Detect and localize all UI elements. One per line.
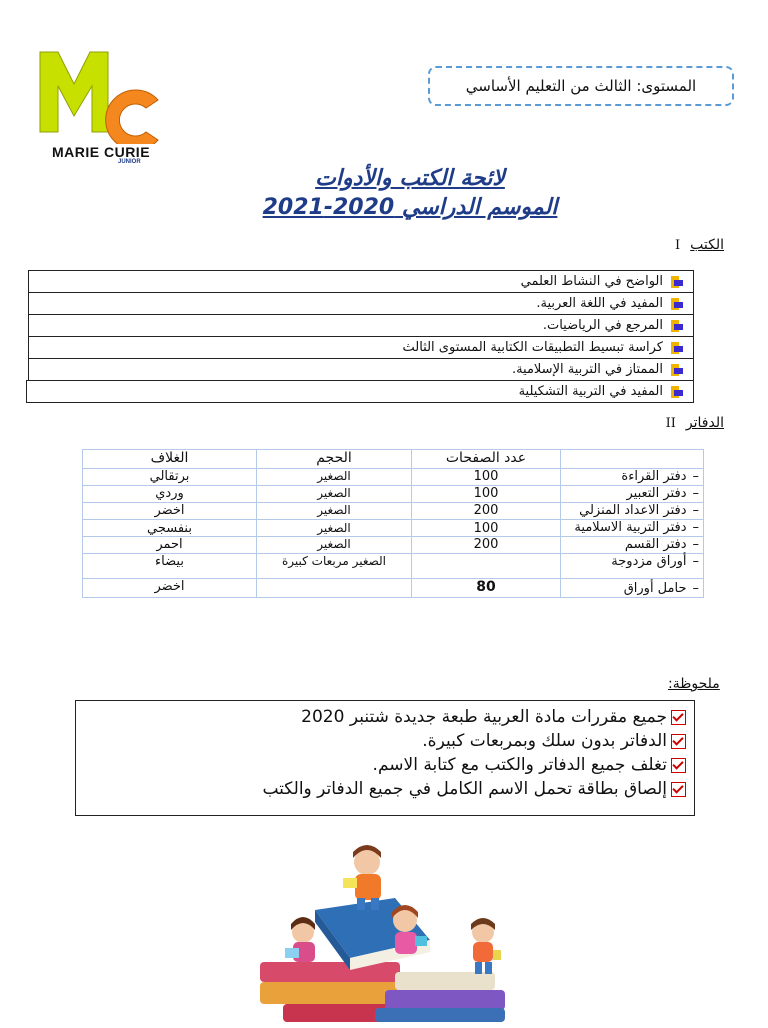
item-cell: –دفتر القسم: [561, 537, 704, 554]
pages-cell: 200: [412, 537, 561, 554]
list-item: [26, 380, 694, 403]
item-name: دفتر الاعداد المنزلي: [579, 503, 687, 518]
table-row: [83, 537, 704, 554]
size-cell: الصغير: [257, 537, 412, 554]
item-name: دفتر التربية الاسلامية: [574, 520, 687, 535]
book-bullet-icon: [671, 342, 683, 354]
item-cell: –دفتر الاعداد المنزلي: [561, 503, 704, 520]
list-item: [28, 314, 694, 336]
item-cell: –دفتر التربية الاسلامية: [561, 520, 704, 537]
table-row: [83, 579, 704, 598]
checkbox-checked-icon: [671, 758, 686, 773]
note-text: تغلف جميع الدفاتر والكتب مع كتابة الاسم.: [372, 755, 667, 775]
school-logo: [36, 40, 166, 170]
books-heading: [675, 237, 724, 253]
item-cell: –أوراق مزدوجة: [561, 554, 704, 579]
book-title: المرجع في الرياضيات.: [542, 318, 663, 333]
pages-cell: 200: [412, 503, 561, 520]
book-title: المفيد في اللغة العربية.: [536, 296, 663, 311]
children-reading-illustration: [255, 840, 525, 1024]
book-bullet-icon: [671, 386, 683, 398]
column-header-item: [561, 450, 704, 469]
book-title: المفيد في التربية التشكيلية: [518, 384, 663, 399]
cover-cell: احمر: [83, 537, 257, 554]
book-bullet-icon: [671, 364, 683, 376]
notebooks-table: [82, 449, 704, 598]
list-item: [28, 358, 694, 380]
cover-cell: بيضاء: [83, 554, 257, 579]
size-cell: الصغير: [257, 469, 412, 486]
item-cell: –حامل أوراق: [561, 579, 704, 598]
pages-cell: 100: [412, 486, 561, 503]
size-cell: [257, 579, 412, 598]
note-text: إلصاق بطاقة تحمل الاسم الكامل في جميع الدفاتر والكتب: [262, 779, 667, 799]
list-item: [28, 336, 694, 358]
cover-cell: برتقالي: [83, 469, 257, 486]
book-title: كراسة تبسيط التطبيقات الكتابية المستوى الثالث: [402, 340, 663, 355]
notebooks-heading-number: II: [665, 415, 676, 431]
note-item: [76, 777, 686, 801]
page-title: لائحة الكتب والأدوات: [315, 166, 505, 191]
column-header-pages: عدد الصفحات: [412, 450, 561, 469]
note-item: [76, 705, 686, 729]
level-text: المستوى: الثالث من التعليم الأساسي: [465, 77, 697, 95]
cover-cell: اخضر: [83, 503, 257, 520]
book-title: الممتاز في التربية الإسلامية.: [511, 362, 663, 377]
item-name: دفتر القسم: [624, 537, 687, 552]
table-row: [83, 554, 704, 579]
notes-heading: ملحوظة:: [668, 676, 720, 692]
list-item: [28, 292, 694, 314]
table-row: [83, 520, 704, 537]
item-name: دفتر القراءة: [621, 469, 687, 484]
notebooks-heading-label: الدفاتر: [685, 415, 724, 431]
size-cell: الصغير: [257, 503, 412, 520]
book-title: الواضح في النشاط العلمي: [520, 274, 663, 289]
books-list: [28, 270, 694, 403]
size-cell: الصغير مربعات كبيرة: [257, 554, 412, 579]
table-row: [83, 486, 704, 503]
pages-cell: [412, 554, 561, 579]
checkbox-checked-icon: [671, 734, 686, 749]
checkbox-checked-icon: [671, 710, 686, 725]
book-bullet-icon: [671, 276, 683, 288]
book-bullet-icon: [671, 298, 683, 310]
school-year-title: الموسم الدراسي 2020-2021: [262, 195, 558, 220]
item-name: حامل أوراق: [623, 581, 687, 596]
note-text: جميع مقررات مادة العربية طبعة جديدة شتنبر 2020: [301, 707, 667, 727]
notes-box: [75, 700, 695, 816]
table-row: [83, 503, 704, 520]
size-cell: الصغير: [257, 520, 412, 537]
level-box: [428, 66, 734, 106]
item-cell: –دفتر القراءة: [561, 469, 704, 486]
notebooks-heading: [666, 415, 724, 431]
note-item: [76, 753, 686, 777]
list-item: [28, 270, 694, 292]
logo-subtext: JUNIOR: [118, 159, 141, 165]
note-item: [76, 729, 686, 753]
item-name: أوراق مزدوجة: [611, 554, 687, 569]
cover-cell: وردي: [83, 486, 257, 503]
size-cell: الصغير: [257, 486, 412, 503]
books-heading-label: الكتب: [690, 237, 724, 253]
column-header-size: الحجم: [257, 450, 412, 469]
table-row: [83, 469, 704, 486]
note-text: الدفاتر بدون سلك وبمربعات كبيرة.: [422, 731, 667, 751]
cover-cell: اخضر: [83, 579, 257, 598]
pages-cell: 80: [412, 579, 561, 598]
column-header-cover: الغلاف: [83, 450, 257, 469]
book-bullet-icon: [671, 320, 683, 332]
table-header-row: [83, 450, 704, 469]
checkbox-checked-icon: [671, 782, 686, 797]
cover-cell: بنفسجي: [83, 520, 257, 537]
pages-cell: 100: [412, 469, 561, 486]
item-name: دفتر التعبير: [626, 486, 687, 501]
item-cell: –دفتر التعبير: [561, 486, 704, 503]
pages-cell: 100: [412, 520, 561, 537]
books-heading-number: I: [675, 237, 681, 253]
logo-text: MARIE CURIE: [51, 144, 151, 160]
